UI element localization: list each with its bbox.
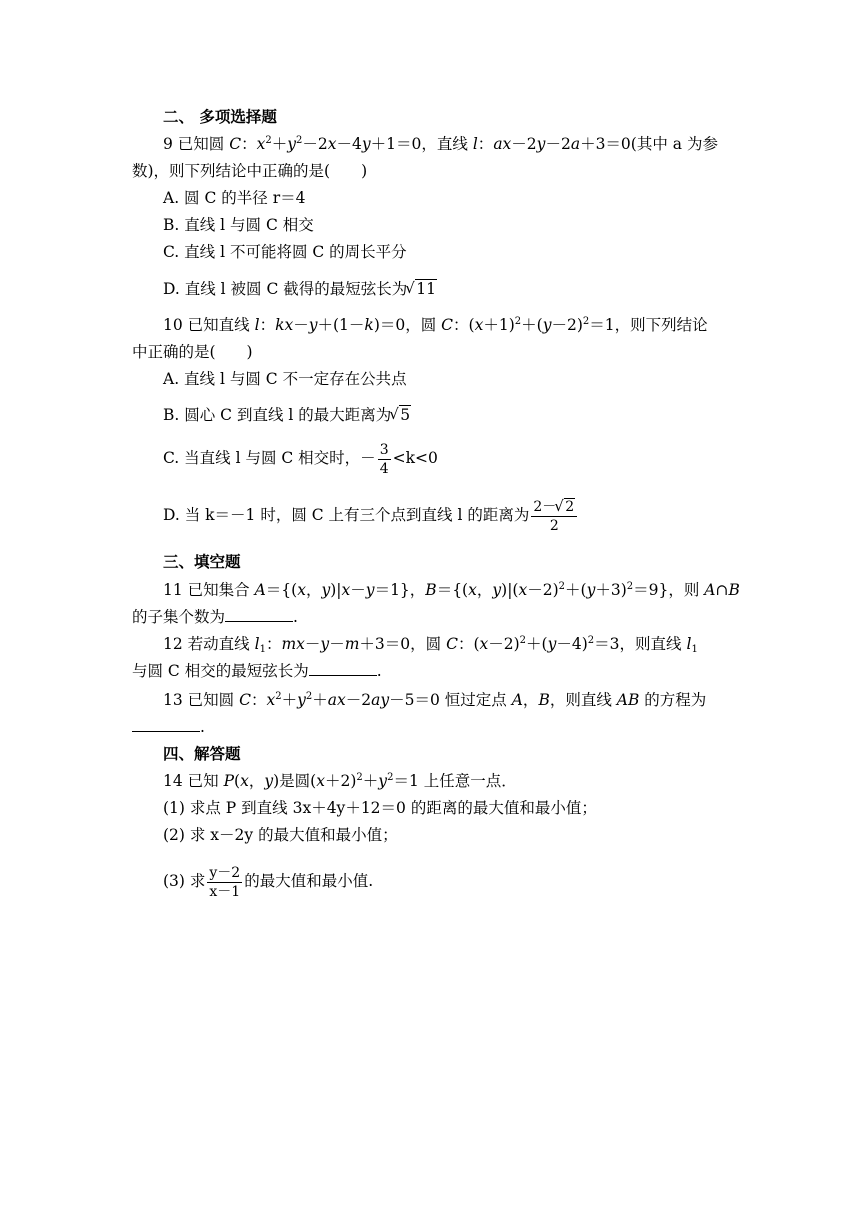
question-10-option-c: C. 当直线 l 与圆 C 相交时，－ $\frac{3}{4}$ <k<0: [163, 441, 438, 477]
question-10-option-a: A. 直线 l 与圆 C 不一定存在公共点: [163, 370, 407, 388]
fraction-3-4: $\frac{3}{4}$: [379, 441, 389, 477]
answer-blank: [309, 661, 377, 676]
sqrt-11: √ 11: [407, 278, 437, 300]
question-9-option-d-text: D. 直线 l 被圆 C 截得的最短弦长为: [163, 280, 408, 298]
section-heading-fill-in: 三、填空题: [163, 552, 241, 571]
question-10-option-d: D. 当 k＝－1 时，圆 C 上有三个点到直线 l 的距离为 $\frac{2-√ 2}{2}$: [163, 495, 579, 535]
question-11-line-2: 的子集个数为 .: [132, 608, 298, 626]
question-10-number: 10: [163, 316, 183, 334]
question-12-line-1: 12 若动直线 $l_1$：mx－y－m＋3＝0，圆 C：$(x-2)^2+(y-4)^2=3$，则直线 $l_1$: [163, 635, 698, 655]
question-9-option-b: B. 直线 l 与圆 C 相交: [163, 216, 314, 234]
question-14-stem: 14 已知 P(x，y)是圆$(x+2)^2+y^2=1$ 上任意一点．: [163, 772, 517, 790]
question-9-option-a: A. 圆 C 的半径 r＝4: [163, 189, 306, 207]
question-14-part-2: (2) 求 x－2y 的最大值和最小值；: [163, 826, 398, 844]
question-12-line-2: 与圆 C 相交的最短弦长为 .: [132, 662, 382, 680]
question-14-part-1: (1) 求点 P 到直线 3x＋4y＋12＝0 的距离的最大值和最小值；: [163, 799, 597, 817]
question-13-line-2: .: [132, 716, 205, 738]
question-10-line-2: 中正确的是( ): [132, 343, 253, 361]
question-9-line-2: 数)，则下列结论中正确的是( ): [132, 162, 368, 180]
answer-blank: [225, 607, 293, 622]
question-13-line-1: 13 已知圆 C：$x^2+y^2+ax-2ay-5=0$ 恒过定点 A，B，则直线 AB 的方程为: [163, 691, 707, 709]
question-9-line-1-tail: (其中 a 为参: [630, 135, 718, 153]
question-10-line-1: 10 已知直线 l：kx－y＋(1－k)＝0，圆 C：$(x+1)^2+(y-2)^2=1$，则下列结论: [163, 316, 708, 334]
question-9-line-1: 9 已知圆 C：$x^2+y^2-2x-4y+1=0$，直线 l：ax－2y－2a＋3＝0(其中 a 为参: [163, 135, 718, 153]
fraction-2-minus-sqrt2-over-2: $\frac{2-√ 2}{2}$: [531, 498, 577, 535]
fraction-y-2-over-x-1: $\frac{y-2}{x-1}$: [209, 864, 241, 900]
section-heading-multiple-choice: 二、 多项选择题: [163, 107, 277, 126]
question-9-number: 9: [163, 135, 173, 153]
question-11-line-1: 11 已知集合 A＝{(x，y)|x－y＝1}，B＝{(x，$y)|(x-2)^2+(y+3)^2=9$}，则 A∩B: [163, 581, 740, 599]
question-9-option-c: C. 直线 l 不可能将圆 C 的周长平分: [163, 243, 407, 261]
sqrt-5: √ 5: [391, 404, 411, 426]
question-10-option-b: B. 圆心 C 到直线 l 的最大距离为√ 5: [163, 404, 411, 426]
section-heading-solutions: 四、解答题: [163, 744, 241, 763]
question-9-option-d: [163, 278, 437, 300]
answer-blank: [132, 717, 200, 732]
question-14-part-3: (3) 求 $\frac{y-2}{x-1}$ 的最大值和最小值.: [163, 864, 374, 900]
